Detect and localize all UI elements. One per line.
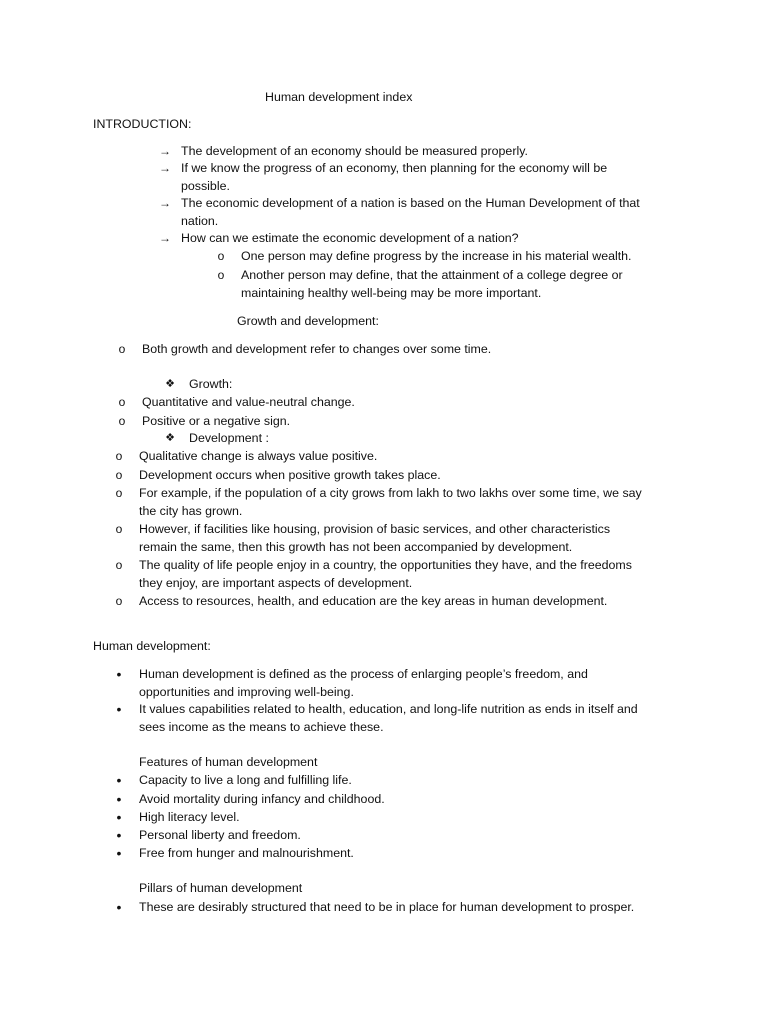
circle-bullet-icon: o [115,558,123,572]
development-item-3-line-2: the city has grown. [139,504,243,518]
circle-bullet-icon: o [118,395,126,409]
dot-bullet-icon: • [116,791,122,807]
dot-bullet-icon: • [116,899,122,915]
dot-bullet-icon: • [116,772,122,788]
growth-heading: Growth: [189,377,233,391]
intro-item-2-line-1: If we know the progress of an economy, then planning for the economy will be [181,161,608,175]
dot-bullet-icon: • [116,809,122,825]
development-item-6-line-1: Access to resources, health, and education are the key areas in human development. [139,594,608,608]
arrow-bullet-icon: → [159,161,171,175]
intro-item-4-line-1: How can we estimate the economic development of a nation? [181,231,519,245]
development-item-5-line-1: The quality of life people enjoy in a country, the opportunities they have, and the freedoms [139,558,632,572]
feature-item-2: Avoid mortality during infancy and childhood. [139,792,385,806]
development-item-4-line-1: However, if facilities like housing, provision of basic services, and other characteristics [139,522,611,536]
intro-item-2-line-2: possible. [181,179,230,193]
growth-item-2: Positive or a negative sign. [142,414,291,428]
human-dev-item-2-line-1: It values capabilities related to health, education, and long-life nutrition as ends in itself and [139,702,638,716]
feature-item-4: Personal liberty and freedom. [139,828,301,842]
circle-bullet-icon: o [115,486,123,500]
intro-sub-item-2-line-2: maintaining healthy well-being may be more important. [241,286,542,300]
development-item-4-line-2: remain the same, then this growth has not been accompanied by development. [139,540,573,554]
development-item-1-line-1: Qualitative change is always value positive. [139,449,378,463]
circle-bullet-icon: o [118,342,126,356]
development-item-3-line-1: For example, if the population of a city grows from lakh to two lakhs over some time, we say [139,486,642,500]
dot-bullet-icon: • [116,845,122,861]
circle-bullet-icon: o [217,249,225,263]
circle-bullet-icon: o [115,449,123,463]
growth-development-heading: Growth and development: [237,314,379,328]
pillar-item-1: These are desirably structured that need to be in place for human development to prosper. [139,900,635,914]
page-title: Human development index [265,90,413,104]
human-dev-item-2-line-2: sees income as the means to achieve these. [139,720,384,734]
human-dev-item-1-line-1: Human development is defined as the process of enlarging people’s freedom, and [139,667,588,681]
circle-bullet-icon: o [115,522,123,536]
arrow-bullet-icon: → [159,196,171,210]
feature-item-1: Capacity to live a long and fulfilling life. [139,773,352,787]
pillars-heading: Pillars of human development [139,881,303,895]
intro-sub-item-2-line-1: Another person may define, that the attainment of a college degree or [241,268,623,282]
arrow-bullet-icon: → [159,144,171,158]
human-development-heading: Human development: [93,639,211,653]
feature-item-5: Free from hunger and malnourishment. [139,846,354,860]
arrow-bullet-icon: → [159,231,171,245]
circle-bullet-icon: o [115,594,123,608]
growth-dev-item: Both growth and development refer to changes over some time. [142,342,492,356]
development-heading: Development : [189,431,269,445]
human-dev-item-1-line-2: opportunities and improving well-being. [139,685,354,699]
development-item-2-line-1: Development occurs when positive growth takes place. [139,468,441,482]
circle-bullet-icon: o [115,468,123,482]
introduction-heading: INTRODUCTION: [93,117,192,131]
dot-bullet-icon: • [116,827,122,843]
intro-sub-item-1-line-1: One person may define progress by the increase in his material wealth. [241,249,632,263]
features-heading: Features of human development [139,755,318,769]
circle-bullet-icon: o [118,414,126,428]
feature-item-3: High literacy level. [139,810,240,824]
circle-bullet-icon: o [217,268,225,282]
diamond-bullet-icon: ❖ [165,432,175,444]
development-item-5-line-2: they enjoy, are important aspects of development. [139,576,413,590]
intro-item-3-line-2: nation. [181,214,219,228]
dot-bullet-icon: • [116,701,122,717]
dot-bullet-icon: • [116,666,122,682]
growth-item-1: Quantitative and value-neutral change. [142,395,355,409]
intro-item-3-line-1: The economic development of a nation is based on the Human Development of that [181,196,640,210]
intro-item-1-line-1: The development of an economy should be measured properly. [181,144,528,158]
diamond-bullet-icon: ❖ [165,378,175,390]
